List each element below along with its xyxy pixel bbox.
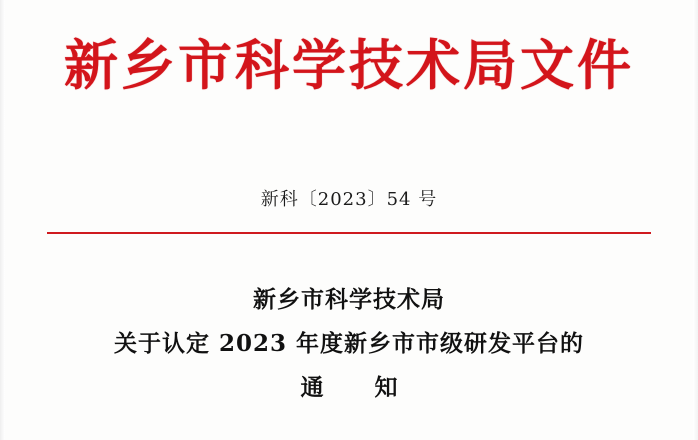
document-masthead-title: 新乡市科学技术局文件 xyxy=(64,33,634,97)
red-separator-rule xyxy=(47,232,651,234)
title-line-subject: 关于认定 2023 年度新乡市市级研发平台的 xyxy=(113,330,585,357)
document-number: 新科〔2023〕54 号 xyxy=(260,189,438,210)
document-title-block xyxy=(0,278,698,410)
title-line-issuer: 新乡市科学技术局 xyxy=(253,286,445,313)
title-line-notice: 通 知 xyxy=(300,374,412,401)
